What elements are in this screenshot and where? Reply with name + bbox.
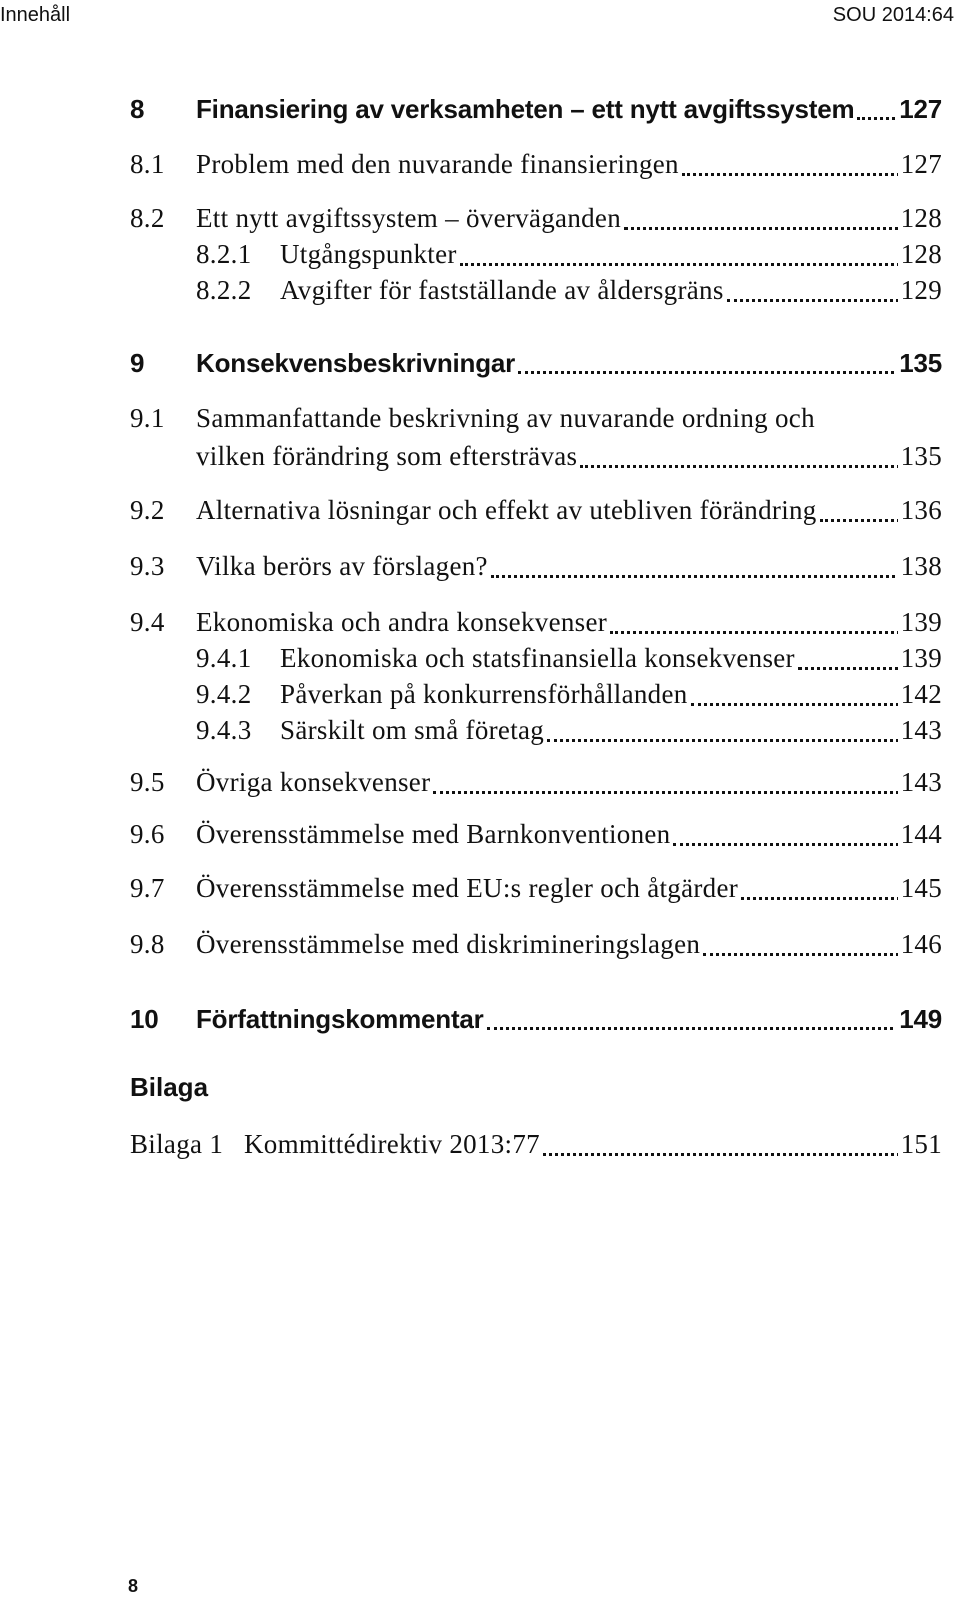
dot-leader xyxy=(703,953,912,956)
toc-entry-title: Avgifter för fastställande av åldersgräns xyxy=(280,277,727,304)
dot-leader xyxy=(682,173,912,176)
toc-entry-continuation[interactable] xyxy=(130,438,942,474)
dot-leader xyxy=(580,465,912,468)
toc-entry-title: Särskilt om små företag xyxy=(280,717,547,744)
toc-entry-title: Överensstämmelse med diskrimineringslagen xyxy=(196,931,703,958)
toc-entry-page: 143 xyxy=(898,769,942,796)
dot-leader xyxy=(673,843,912,846)
dot-leader xyxy=(543,1153,912,1156)
toc-entry[interactable] xyxy=(130,712,942,748)
appendix-entry[interactable] xyxy=(130,1126,942,1162)
toc-entry[interactable] xyxy=(130,816,942,852)
toc-entry-title: Påverkan på konkurrensförhållanden xyxy=(280,681,691,708)
toc-entry-page: 127 xyxy=(896,96,942,122)
toc-entry-title: Vilka berörs av förslagen? xyxy=(196,553,491,580)
toc-entry-number: 9.8 xyxy=(130,929,165,959)
toc-entry[interactable] xyxy=(130,604,942,640)
dot-leader xyxy=(727,299,912,302)
toc-entry-title: Författningskommentar xyxy=(196,1006,487,1032)
dot-leader xyxy=(547,739,912,742)
dot-leader xyxy=(460,263,912,266)
toc-entry[interactable] xyxy=(130,344,942,380)
toc-entry-page: 151 xyxy=(898,1131,942,1158)
toc-entry[interactable] xyxy=(130,400,942,436)
toc-entry-title: Kommittédirektiv 2013:77 xyxy=(244,1131,543,1158)
toc-entry-number: 10 xyxy=(130,1004,159,1034)
toc-entry[interactable] xyxy=(130,200,942,236)
running-header-doc-id: SOU 2014:64 xyxy=(832,4,954,26)
toc-entry-title: Konsekvensbeskrivningar xyxy=(196,350,518,376)
dot-leader xyxy=(491,575,912,578)
toc-entry-title: Utgångspunkter xyxy=(280,241,460,268)
toc-entry-title: Överensstämmelse med EU:s regler och åtgärder xyxy=(196,875,741,902)
toc-entry[interactable] xyxy=(130,548,942,584)
toc-entry-number: 8.2 xyxy=(130,203,165,233)
toc-entry-page: 145 xyxy=(898,875,942,902)
toc-entry-page: 129 xyxy=(898,277,942,304)
toc-entry-number: 9.2 xyxy=(130,495,165,525)
toc-entry-number: 9.6 xyxy=(130,819,165,849)
toc-entry[interactable] xyxy=(130,640,942,676)
toc-entry-title: Sammanfattande beskrivning av nuvarande ordning och xyxy=(196,405,818,432)
toc-entry-number: 8 xyxy=(130,94,145,124)
toc-entry-page: 144 xyxy=(898,821,942,848)
toc-entry-number: 9.3 xyxy=(130,551,165,581)
toc-entry-title: Finansiering av verksamheten – ett nytt avgiftssystem xyxy=(196,96,857,122)
dot-leader xyxy=(610,631,912,634)
appendix-heading: Bilaga xyxy=(130,1072,209,1102)
toc-entry[interactable] xyxy=(130,146,942,182)
dot-leader xyxy=(624,227,912,230)
dot-leader xyxy=(487,1027,912,1030)
toc-entry[interactable] xyxy=(130,90,942,126)
dot-leader xyxy=(691,703,912,706)
toc-entry-page: 143 xyxy=(898,717,942,744)
toc-entry-page: 149 xyxy=(896,1006,942,1032)
toc-entry-title: Överensstämmelse med Barnkonventionen xyxy=(196,821,673,848)
toc-entry[interactable] xyxy=(130,870,942,906)
toc-entry-title: Alternativa lösningar och effekt av utebliven förändring xyxy=(196,497,820,524)
dot-leader xyxy=(433,791,912,794)
toc-entry-page: 146 xyxy=(898,931,942,958)
toc-entry-number: 9.4 xyxy=(130,607,165,637)
toc-entry-page: 138 xyxy=(898,553,942,580)
toc-entry[interactable] xyxy=(130,676,942,712)
toc-entry-title: Problem med den nuvarande finansieringen xyxy=(196,151,682,178)
toc-entry[interactable] xyxy=(130,926,942,962)
toc-entry-number: 9.5 xyxy=(130,767,165,797)
toc-entry-title: Ekonomiska och statsfinansiella konsekvenser xyxy=(280,645,798,672)
dot-leader xyxy=(741,897,912,900)
toc-entry-page: 135 xyxy=(896,350,942,376)
toc-entry-title: Övriga konsekvenser xyxy=(196,769,433,796)
toc-entry-title-continued: vilken förändring som eftersträvas xyxy=(196,443,580,470)
toc-entry[interactable] xyxy=(130,492,942,528)
toc-entry-page: 139 xyxy=(898,609,942,636)
toc-entry-number: 9.7 xyxy=(130,873,165,903)
dot-leader xyxy=(798,667,912,670)
toc-entry-title: Ett nytt avgiftssystem – överväganden xyxy=(196,205,624,232)
toc-entry-number: 8.1 xyxy=(130,149,165,179)
toc-entry-page: 127 xyxy=(898,151,942,178)
toc-entry-number: 8.2.1 xyxy=(196,239,252,269)
toc-entry[interactable] xyxy=(130,764,942,800)
toc-entry-number: 9.1 xyxy=(130,403,165,433)
toc-entry-page: 139 xyxy=(898,645,942,672)
toc-entry-page: 136 xyxy=(898,497,942,524)
dot-leader xyxy=(518,371,912,374)
toc-entry-page: 128 xyxy=(898,205,942,232)
page-number: 8 xyxy=(128,1576,139,1596)
toc-entry[interactable] xyxy=(130,236,942,272)
toc-entry-title: Ekonomiska och andra konsekvenser xyxy=(196,609,610,636)
toc-entry-number: 9.4.3 xyxy=(196,715,252,745)
toc-entry-page: 142 xyxy=(898,681,942,708)
toc-entry-number: 8.2.2 xyxy=(196,275,252,305)
toc-entry-number: Bilaga 1 xyxy=(130,1129,224,1159)
toc-entry-page: 128 xyxy=(898,241,942,268)
toc-entry[interactable] xyxy=(130,1000,942,1036)
toc-entry[interactable] xyxy=(130,272,942,308)
running-header-section: Innehåll xyxy=(0,4,71,26)
toc-entry-page: 135 xyxy=(898,443,942,470)
toc-entry-number: 9.4.2 xyxy=(196,679,252,709)
toc-entry-number: 9 xyxy=(130,348,145,378)
toc-entry-number: 9.4.1 xyxy=(196,643,252,673)
